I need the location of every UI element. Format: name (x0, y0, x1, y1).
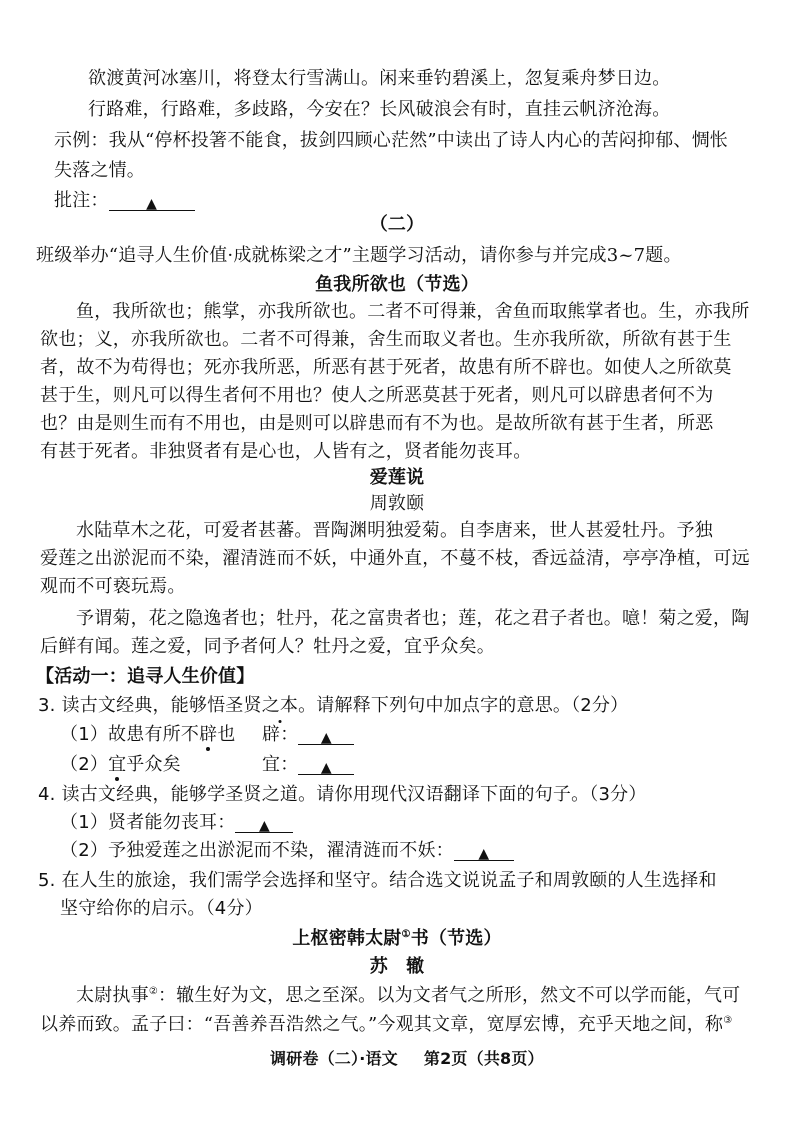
example-line-2: 失落之情。 (54, 160, 145, 181)
text2-line: 水陆草木之花，可爱者甚蕃。晋陶渊明独爱菊。自李唐来，世人甚爱牡丹。予独 (76, 520, 713, 541)
text3-line1-post: ：辙生好为文，思之至深。以为文者气之所形，然文不可以学而能，气可 (157, 985, 741, 1006)
q3-1-suffix: 也 (217, 724, 236, 745)
text1-line: 鱼，我所欲也；熊掌，亦我所欲也。二者不可得兼，舍鱼而取熊掌者也。生，亦我所 (76, 301, 750, 322)
section-heading: （二） (369, 214, 425, 235)
q3-1-dotted-char: 辟 (199, 724, 218, 745)
question-5-line-1: 5. 在人生的旅途，我们需学会选择和坚守。结合选文说说孟子和周敦颐的人生选择和 (38, 870, 717, 891)
question-3-1 (60, 724, 235, 746)
text2-line: 予谓菊，花之隐逸者也；牡丹，花之富贵者也；莲，花之君子者也。噫！菊之爱，陶 (76, 608, 750, 629)
answer-triangle-icon: ▲ (320, 760, 332, 776)
q3-2-answer-blank[interactable] (298, 756, 354, 775)
text1-line: 欲也；义，亦我所欲也。二者不可得兼，舍生而取义者也。生亦我所欲，所欲有甚于生 (40, 329, 732, 350)
text3-line-2 (40, 1014, 732, 1036)
footer-page-number: 第2页（共8页） (423, 1049, 544, 1068)
q3-2-prefix: （2） (60, 754, 109, 775)
answer-triangle-icon: ▲ (258, 818, 270, 834)
text3-line2-pre: 以养而致。孟子曰：“吾善养吾浩然之气。”今观其文章，宽厚宏博，充乎天地之间，称 (40, 1014, 724, 1035)
text3-footnote-3: ③ (723, 1015, 733, 1026)
text3-title-suffix: 书（节选） (410, 928, 502, 949)
q3-2-suffix: 乎众矣 (126, 754, 181, 775)
poem-line-1: 欲渡黄河冰塞川，将登太行雪满山。闲来垂钓碧溪上，忽复乘舟梦日边。 (88, 68, 671, 89)
q4-2-text: （2）予独爱莲之出淤泥而不染，濯清涟而不妖： (60, 840, 454, 861)
q3-1-prefix: （1）故患有所不 (60, 724, 200, 745)
text3-line1-pre: 太尉执事 (76, 985, 149, 1006)
q4-1-text: （1）贤者能勿丧耳： (60, 812, 236, 833)
q3-1-answer-blank[interactable] (298, 726, 354, 745)
text1-line: 也？由是则生而有不用也，由是则可以辟患而有不为也。是故所欲有甚于生者，所恶 (40, 413, 714, 434)
answer-triangle-icon: ▲ (320, 730, 332, 746)
text1-title: 鱼我所欲也（节选） (315, 274, 479, 295)
q3-2-answer-row (262, 754, 354, 776)
text3-title (0, 928, 794, 950)
text2-title: 爱莲说 (369, 467, 425, 488)
answer-triangle-icon: ▲ (146, 196, 158, 212)
q4-2-answer-blank[interactable] (454, 842, 514, 861)
q3-2-dotted-char: 宜 (108, 754, 127, 775)
text3-author: 苏 辙 (369, 956, 425, 977)
text2-line: 后鲜有闻。莲之爱，同予者何人？牡丹之爱，宜乎众矣。 (40, 636, 495, 657)
text3-footnote-1: ① (401, 929, 411, 940)
text2-line: 爱莲之出淤泥而不染，濯清涟而不妖，中通外直，不蔓不枝，香远益清，亭亭净植，可远 (40, 548, 750, 569)
text2-line: 观而不可亵玩焉。 (40, 576, 186, 597)
text3-title-main: 上枢密韩太尉 (292, 928, 402, 949)
answer-triangle-icon: ▲ (478, 846, 490, 862)
text2-author: 周敦颐 (369, 493, 425, 514)
question-3-2 (60, 754, 181, 776)
q3-1-label: 辟： (262, 724, 299, 745)
question-4: 4. 读古文经典，能够学圣贤之道。请你用现代汉语翻译下面的句子。（3分） (38, 784, 647, 805)
q4-1-answer-blank[interactable] (235, 814, 293, 833)
question-4-2 (60, 840, 514, 862)
annotation-row (54, 190, 195, 212)
activity1-heading: 【活动一：追寻人生价值】 (36, 666, 255, 687)
annotation-answer-blank[interactable] (109, 192, 195, 211)
footer-exam-name: 调研卷（二）·语文 (270, 1049, 398, 1068)
question-4-1 (60, 812, 293, 834)
text1-line: 者，故不为苟得也；死亦我所恶，所恶有甚于死者，故患有所不辟也。如使人之所欲莫 (40, 357, 732, 378)
text1-line: 有甚于死者。非独贤者有是心也，人皆有之，贤者能勿丧耳。 (40, 441, 532, 462)
example-line-1: 示例：我从“停杯投箸不能食，拔剑四顾心茫然”中读出了诗人内心的苦闷抑郁、惆怅 (54, 130, 729, 151)
poem-line-2: 行路难，行路难，多歧路，今安在？长风破浪会有时，直挂云帆济沧海。 (88, 99, 671, 120)
text3-line-1 (76, 985, 740, 1007)
annotation-label: 批注： (54, 190, 109, 211)
question-5-line-2: 坚守给你的启示。（4分） (60, 898, 263, 919)
section-intro: 班级举办“追寻人生价值·成就栋梁之才”主题学习活动，请你参与并完成3~7题。 (36, 245, 682, 266)
question-3: 3. 读古文经典，能够悟圣贤之本。请解释下列句中加点字的意思。（2分） (38, 695, 629, 716)
text1-line: 甚于生，则凡可以得生者何不用也？使人之所恶莫甚于死者，则凡可以辟患者何不为 (40, 385, 714, 406)
text3-footnote-2: ② (148, 986, 158, 997)
footer (270, 1048, 544, 1070)
q3-2-label: 宜： (262, 754, 299, 775)
q3-1-answer-row (262, 724, 354, 746)
